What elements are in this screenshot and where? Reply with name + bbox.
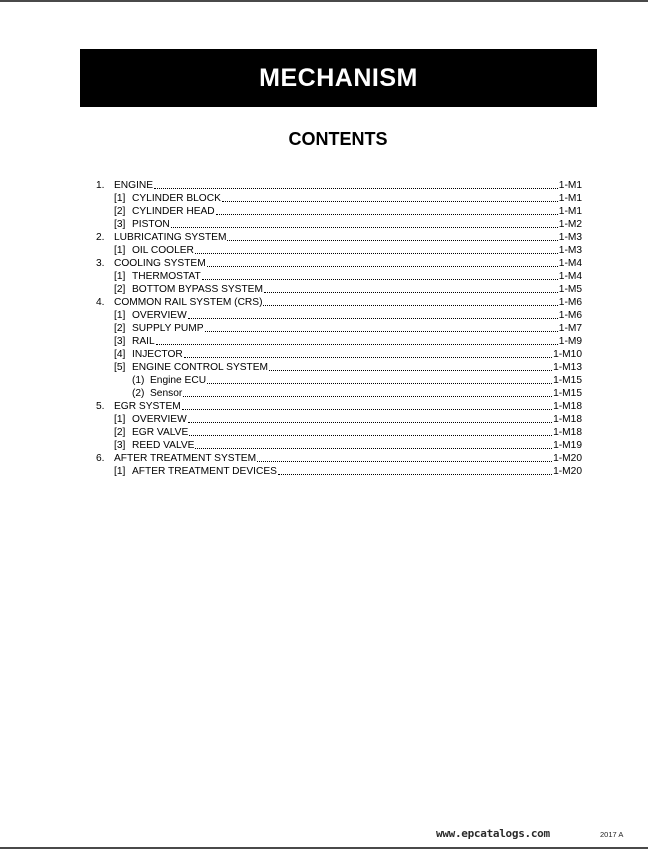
dot-leader [189, 427, 552, 436]
toc-entry[interactable] [96, 322, 582, 335]
toc-entry-title: ENGINE [114, 180, 154, 191]
toc-entry[interactable] [96, 270, 582, 283]
toc-entry-title: THERMOSTAT [132, 271, 201, 282]
toc-entry-number: [3] [114, 440, 126, 451]
toc-entry-number: [2] [114, 206, 126, 217]
toc-entry-number: [1] [114, 310, 126, 321]
dot-leader [263, 297, 557, 306]
toc-entry-page: 1-M18 [553, 401, 582, 412]
dot-leader [278, 466, 552, 475]
toc-entry[interactable] [96, 179, 582, 192]
dot-leader [188, 414, 552, 423]
toc-entry-title: AFTER TREATMENT DEVICES [132, 466, 277, 477]
toc-entry-title: PISTON [132, 219, 170, 230]
toc-entry-page: 1-M20 [553, 466, 582, 477]
top-border [0, 0, 648, 2]
toc-entry-page: 1-M19 [553, 440, 582, 451]
toc-entry[interactable] [96, 218, 582, 231]
dot-leader [195, 440, 552, 449]
toc-entry-number: 4. [96, 297, 105, 308]
toc-entry-page: 1-M13 [553, 362, 582, 373]
toc-entry-page: 1-M7 [558, 323, 582, 334]
toc-entry-number: 6. [96, 453, 105, 464]
toc-entry[interactable] [96, 400, 582, 413]
toc-entry-title: AFTER TREATMENT SYSTEM [114, 453, 257, 464]
dot-leader [154, 180, 558, 189]
dot-leader [257, 453, 552, 462]
toc-entry-page: 1-M15 [553, 388, 582, 399]
dot-leader [216, 206, 558, 215]
toc-entry-number: [1] [114, 271, 126, 282]
toc-entry-page: 1-M1 [558, 193, 582, 204]
dot-leader [202, 271, 558, 280]
watermark: www.epcatalogs.com [436, 827, 550, 840]
toc-entry-title: RAIL [132, 336, 155, 347]
toc-entry-page: 1-M6 [558, 297, 582, 308]
toc-entry-number: 5. [96, 401, 105, 412]
toc-entry-page: 1-M3 [558, 232, 582, 243]
toc-entry-page: 1-M5 [558, 284, 582, 295]
toc-entry-page: 1-M20 [553, 453, 582, 464]
toc-entry-number: [1] [114, 466, 126, 477]
dot-leader [207, 375, 552, 384]
toc-entry-title: BOTTOM BYPASS SYSTEM [132, 284, 263, 295]
dot-leader [195, 245, 558, 254]
contents-heading: CONTENTS [288, 129, 388, 149]
toc-entry[interactable] [96, 257, 582, 270]
toc-entry-page: 1-M15 [553, 375, 582, 386]
toc-entry-title: OIL COOLER [132, 245, 194, 256]
dot-leader [184, 349, 552, 358]
toc-entry-page: 1-M6 [558, 310, 582, 321]
toc-entry-title: CYLINDER BLOCK [132, 193, 221, 204]
toc-entry-page: 1-M1 [558, 206, 582, 217]
toc-entry-number: [1] [114, 414, 126, 425]
toc-entry-title: ENGINE CONTROL SYSTEM [132, 362, 269, 373]
toc-entry-number: 1. [96, 180, 105, 191]
toc-entry-number: [2] [114, 284, 126, 295]
toc-entry-number: (1) [132, 375, 145, 386]
toc-entry-page: 1-M10 [553, 349, 582, 360]
toc-entry-title: Sensor [150, 388, 183, 399]
toc-entry-number: [4] [114, 349, 126, 360]
toc-entry-number: 2. [96, 232, 105, 243]
toc-entry-title: Engine ECU [150, 375, 207, 386]
toc-entry-title: INJECTOR [132, 349, 183, 360]
toc-entry-number: (2) [132, 388, 145, 399]
dot-leader [222, 193, 558, 202]
section-banner [80, 49, 597, 107]
toc-entry-page: 1-M4 [558, 271, 582, 282]
toc-entry[interactable] [96, 439, 582, 452]
toc-entry[interactable] [96, 192, 582, 205]
toc-entry-number: [3] [114, 336, 126, 347]
toc-entry-page: 1-M9 [558, 336, 582, 347]
bottom-border [0, 847, 648, 849]
toc-entry[interactable] [96, 465, 582, 478]
toc-entry-title: OVERVIEW [132, 414, 187, 425]
dot-leader [183, 388, 552, 397]
toc-entry-title: CYLINDER HEAD [132, 206, 215, 217]
toc-entry-title: EGR VALVE [132, 427, 189, 438]
toc-entry-page: 1-M2 [558, 219, 582, 230]
toc-entry-title: EGR SYSTEM [114, 401, 181, 412]
toc-entry[interactable] [96, 413, 582, 426]
toc-entry-number: [5] [114, 362, 126, 373]
dot-leader [156, 336, 558, 345]
toc-entry[interactable] [96, 387, 582, 400]
toc-entry[interactable] [96, 348, 582, 361]
toc-entry-number: 3. [96, 258, 105, 269]
toc-entry-number: [3] [114, 219, 126, 230]
toc-entry-page: 1-M4 [558, 258, 582, 269]
dot-leader [269, 362, 552, 371]
toc-entry-page: 1-M1 [558, 180, 582, 191]
toc-entry[interactable] [96, 309, 582, 322]
toc-entry-title: OVERVIEW [132, 310, 187, 321]
toc-entry-title: COMMON RAIL SYSTEM (CRS) [114, 297, 263, 308]
toc-entry[interactable] [96, 452, 582, 465]
page-title: MECHANISM [259, 63, 418, 92]
toc-entry-title: COOLING SYSTEM [114, 258, 206, 269]
footer-reference: 2017 A [600, 830, 624, 839]
dot-leader [171, 219, 558, 228]
toc-entry[interactable] [96, 205, 582, 218]
toc-entry-number: [1] [114, 193, 126, 204]
toc-entry-number: [2] [114, 323, 126, 334]
toc-entry[interactable] [96, 296, 582, 309]
dot-leader [182, 401, 552, 410]
dot-leader [205, 323, 558, 332]
toc-entry[interactable] [96, 374, 582, 387]
toc-entry-title: REED VALVE [132, 440, 195, 451]
toc-entry-page: 1-M3 [558, 245, 582, 256]
toc-entry-page: 1-M18 [553, 414, 582, 425]
toc-entry[interactable] [96, 231, 582, 244]
dot-leader [227, 232, 557, 241]
toc-entry[interactable] [96, 244, 582, 257]
dot-leader [207, 258, 558, 267]
toc-entry[interactable] [96, 426, 582, 439]
dot-leader [264, 284, 558, 293]
toc-entry-page: 1-M18 [553, 427, 582, 438]
dot-leader [188, 310, 558, 319]
toc-entry-title: SUPPLY PUMP [132, 323, 204, 334]
toc-entry[interactable] [96, 283, 582, 296]
toc-entry[interactable] [96, 335, 582, 348]
toc-entry[interactable] [96, 361, 582, 374]
table-of-contents [96, 179, 582, 478]
toc-entry-number: [2] [114, 427, 126, 438]
toc-entry-number: [1] [114, 245, 126, 256]
toc-entry-title: LUBRICATING SYSTEM [114, 232, 227, 243]
